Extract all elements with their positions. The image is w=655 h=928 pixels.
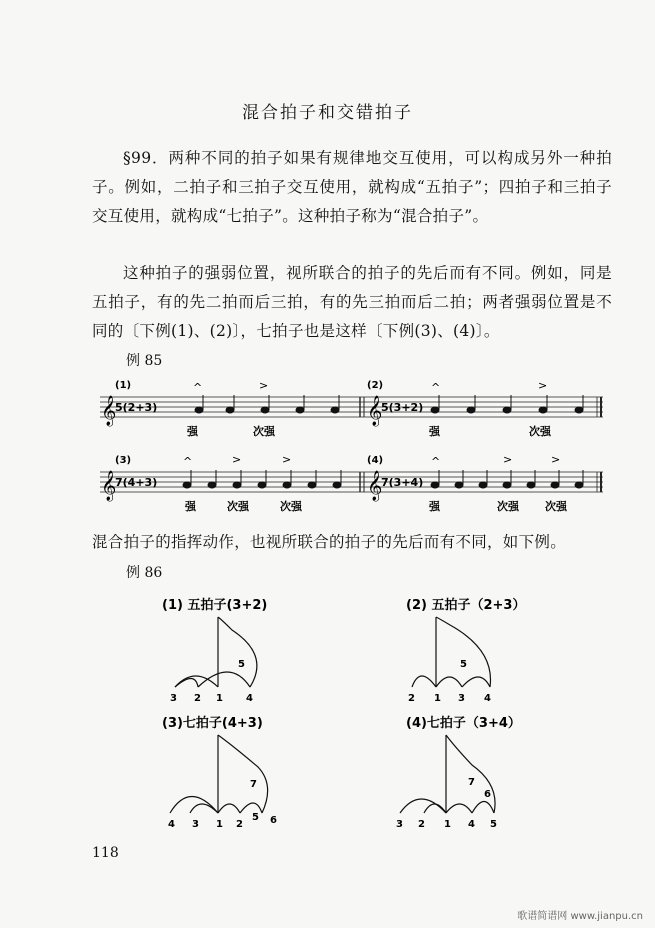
- svg-text:1: 1: [434, 693, 441, 704]
- svg-text:5: 5: [490, 819, 497, 830]
- svg-text:5: 5: [460, 659, 467, 670]
- treble-clef-icon: 𝄞: [101, 471, 117, 501]
- accent-mark: ^: [431, 381, 441, 394]
- strong-label: 强: [429, 425, 440, 438]
- svg-text:1: 1: [444, 819, 451, 830]
- svg-text:1: 1: [216, 693, 223, 704]
- svg-text:2: 2: [236, 819, 243, 830]
- diagram-3-title: (3)七拍子(4+3): [162, 716, 263, 731]
- music-examples: [95, 375, 615, 520]
- treble-clef-icon: 𝄞: [367, 396, 383, 426]
- paragraph-strength: [92, 259, 612, 346]
- page-number: 118: [92, 845, 119, 861]
- svg-text:4: 4: [168, 819, 175, 830]
- paragraph-99-text: §99．两种不同的拍子如果有规律地交互使用，可以构成另外一种拍子。例如，二拍子和三拍子交互使用，就构成“五拍子”；四拍子和三拍子交互使用，就构成“七拍子”。这种拍子称为“混合拍子”。: [92, 149, 612, 225]
- svg-text:3: 3: [192, 819, 199, 830]
- diagram-4-title: (4)七拍子（3+4）: [406, 716, 521, 731]
- svg-text:6: 6: [270, 815, 277, 826]
- paragraph-strength-text: 这种拍子的强弱位置，视所联合的拍子的先后而有不同。例如，同是五拍子，有的先二拍而后三拍，有的先三拍而后二拍；两者强弱位置是不同的〔下例(1)、(2)〕，七拍子也是这样〔下例(3)、(4)〕。: [92, 264, 612, 340]
- svg-text:3: 3: [170, 693, 177, 704]
- substrong-label: 次强: [253, 425, 275, 438]
- notes-ex3: [183, 470, 341, 488]
- svg-text:7: 7: [250, 779, 257, 790]
- accent-mark: >: [282, 453, 292, 466]
- strong-label: 强: [429, 500, 440, 513]
- example-number: (4): [367, 455, 384, 466]
- diagram-1: [175, 617, 257, 687]
- svg-text:5: 5: [252, 812, 259, 823]
- substrong-label: 次强: [280, 500, 302, 513]
- svg-text:4: 4: [246, 693, 253, 704]
- strong-label: 强: [187, 425, 198, 438]
- substrong-label: 次强: [227, 500, 249, 513]
- diagram-2-beats: [408, 659, 491, 704]
- svg-text:5: 5: [238, 659, 245, 670]
- paragraph-99: [92, 144, 612, 231]
- svg-text:1: 1: [216, 819, 223, 830]
- svg-text:3: 3: [458, 693, 465, 704]
- staff-row-2: [100, 472, 603, 492]
- diagram-3: [170, 735, 268, 813]
- svg-text:2: 2: [194, 693, 201, 704]
- substrong-label: 次强: [529, 425, 551, 438]
- accent-mark: >: [538, 379, 548, 392]
- accent-mark: ^: [193, 381, 203, 394]
- substrong-label: 次强: [545, 500, 567, 513]
- staff-row-1: [100, 397, 603, 417]
- accent-mark: ^: [431, 455, 441, 468]
- accent-mark: >: [232, 453, 242, 466]
- svg-text:2: 2: [408, 693, 415, 704]
- time-signature: 7(4+3): [115, 476, 158, 489]
- svg-text:4: 4: [468, 819, 475, 830]
- accent-mark: >: [259, 379, 269, 392]
- notes-ex2: [431, 395, 583, 413]
- svg-text:4: 4: [484, 693, 491, 704]
- page-title: 混合拍子和交错拍子: [242, 103, 413, 123]
- watermark: 歌谱简谱网 www.jianpu.cn: [517, 911, 643, 922]
- accent-mark: >: [503, 453, 513, 466]
- conducting-diagrams: [150, 595, 550, 835]
- diagram-2-title: (2) 五拍子（2+3）: [406, 598, 526, 613]
- treble-clef-icon: 𝄞: [101, 396, 117, 426]
- accent-mark: ^: [183, 455, 193, 468]
- time-signature: 7(3+4): [381, 476, 424, 489]
- svg-text:7: 7: [468, 777, 475, 788]
- paragraph-conducting: 混合拍子的指挥动作，也视所联合的拍子的先后而有不同，如下例。: [92, 533, 567, 551]
- diagram-2: [412, 617, 491, 687]
- time-signature: 5(3+2): [381, 401, 424, 414]
- diagram-3-beats: [168, 779, 277, 830]
- example-number: (2): [367, 380, 384, 391]
- diagram-4: [400, 735, 495, 813]
- treble-clef-icon: 𝄞: [367, 471, 383, 501]
- svg-text:6: 6: [484, 789, 491, 800]
- example-85-label: 例 85: [126, 353, 163, 369]
- accent-mark: >: [551, 453, 561, 466]
- svg-text:3: 3: [396, 819, 403, 830]
- notes-ex4: [431, 470, 583, 488]
- example-number: (3): [115, 455, 132, 466]
- notes-ex1: [195, 395, 339, 413]
- example-number: (1): [115, 380, 132, 391]
- diagram-1-title: (1) 五拍子(3+2): [162, 598, 268, 613]
- substrong-label: 次强: [497, 500, 519, 513]
- svg-text:2: 2: [418, 819, 425, 830]
- strong-label: 强: [185, 500, 196, 513]
- time-signature: 5(2+3): [115, 401, 158, 414]
- example-86-label: 例 86: [126, 565, 163, 581]
